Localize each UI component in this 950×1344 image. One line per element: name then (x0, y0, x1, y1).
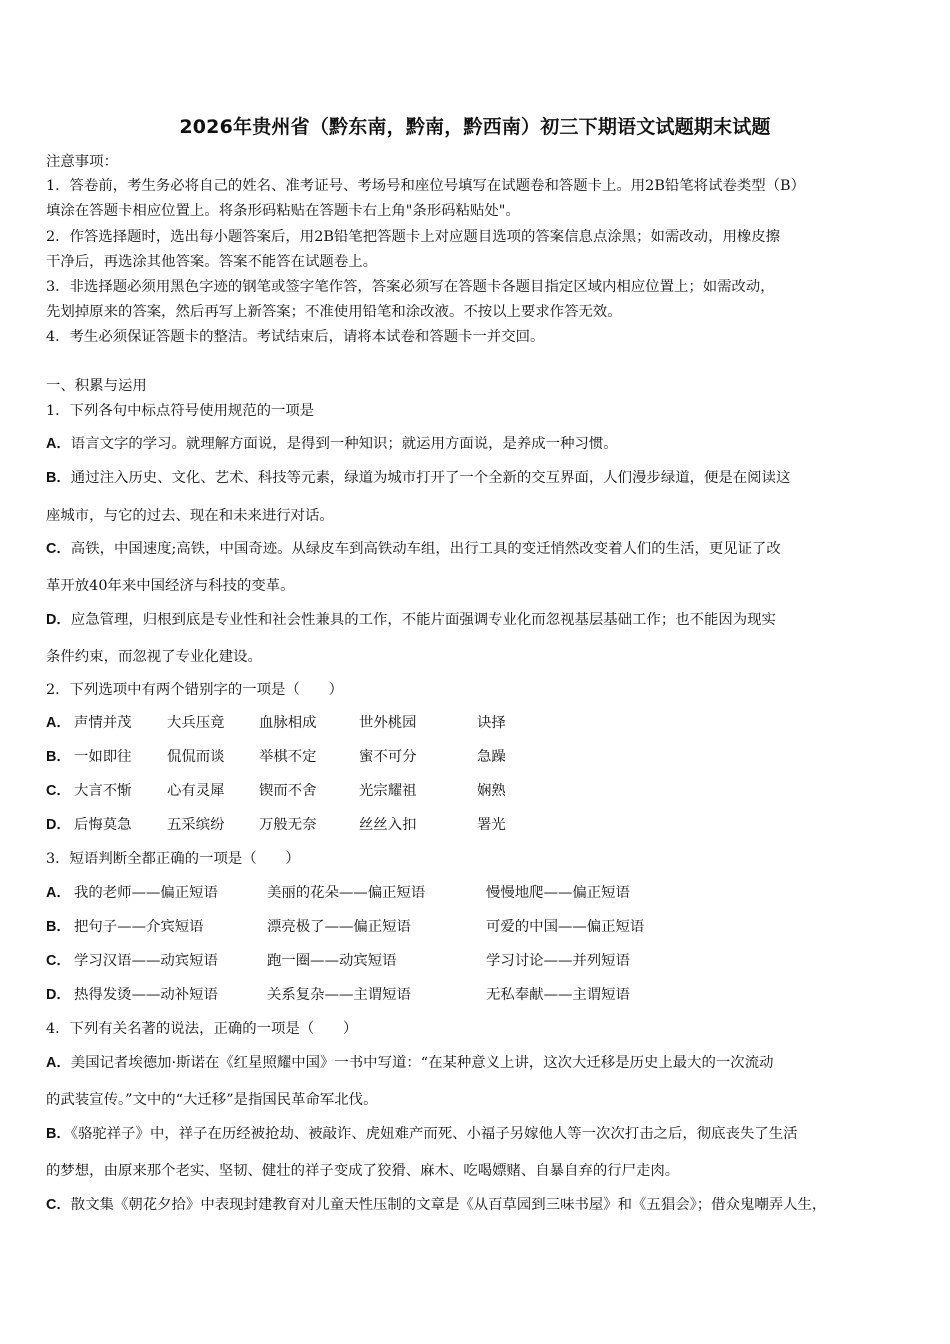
word-cell: 大言不惭 (74, 783, 132, 799)
word-cell: 丝丝入扣 (359, 817, 417, 833)
option-text: 散文集《朝花夕拾》中表现封建教育对儿童天性压制的文章是《从百草园到三味书屋》和《五猖会》；借众鬼嘲弄人生， (70, 1197, 827, 1213)
notice-line: 4．考生必须保证答题卡的整洁。考试结束后，请将本试卷和答题卡一并交回。 (46, 329, 545, 345)
word-cell: 声情并茂 (74, 715, 132, 731)
option-letter: B． (46, 749, 71, 765)
q4-option-b (46, 1125, 798, 1143)
option-text: 美国记者埃德加·斯诺在《红星照耀中国》一书中写道：“在某种意义上讲，这次大迁移是历史上最大的一次流动 (70, 1055, 774, 1071)
option-letter: C． (46, 953, 71, 969)
word-cell: 光宗耀祖 (359, 783, 417, 799)
option-text: 高铁，中国速度;高铁，中国奇迹。从绿皮车到高铁动车组，出行工具的变迁悄然改变着人们的生活，更见证了改 (70, 541, 781, 557)
word-cell: 血脉相成 (259, 715, 317, 731)
phrase-cell: 我的老师——偏正短语 (74, 885, 218, 901)
option-letter: C． (46, 541, 71, 557)
q1-option-d-cont: 条件约束，而忽视了专业化建设。 (46, 649, 262, 665)
word-cell: 诀择 (477, 715, 506, 731)
option-letter: D． (46, 987, 71, 1003)
option-letter: B． (46, 919, 71, 935)
phrase-cell: 把句子——介宾短语 (74, 919, 204, 935)
phrase-cell: 无私奉献——主谓短语 (486, 987, 630, 1003)
word-cell: 娴熟 (477, 783, 506, 799)
option-text: 语言文字的学习。就理解方面说，是得到一种知识；就运用方面说，是养成一种习惯。 (70, 436, 618, 452)
question-4-stem: 4．下列有关名著的说法，正确的一项是（ ） (46, 1021, 358, 1037)
phrase-cell: 美丽的花朵——偏正短语 (267, 885, 426, 901)
option-text: 应急管理，归根到底是专业性和社会性兼具的工作，不能片面强调专业化而忽视基层基础工作；也不能因为现实 (70, 612, 776, 628)
q1-option-b (46, 469, 790, 487)
notice-line: 干净后，再选涂其他答案。答案不能答在试题卷上。 (46, 254, 377, 270)
word-cell: 万般无奈 (259, 817, 317, 833)
option-letter: A． (46, 436, 71, 452)
notice-line: 先划掉原来的答案，然后再写上新答案；不准使用铅笔和涂改液。不按以上要求作答无效。 (46, 304, 622, 320)
section-heading: 一、积累与运用 (46, 378, 147, 394)
option-letter: D． (46, 817, 71, 833)
phrase-cell: 热得发烫——动补短语 (74, 987, 218, 1003)
word-cell: 大兵压竟 (167, 715, 225, 731)
notice-line: 2．作答选择题时，选出每小题答案后，用2B铅笔把答题卡上对应题目选项的答案信息点涂黑；如需改动，用橡皮擦 (46, 229, 781, 245)
option-letter: A． (46, 1055, 71, 1071)
phrase-cell: 关系复杂——主谓短语 (267, 987, 411, 1003)
word-cell: 五采缤纷 (167, 817, 225, 833)
word-cell: 蜜不可分 (359, 749, 417, 765)
word-cell: 锲而不舍 (259, 783, 317, 799)
phrase-cell: 跑一圈——动宾短语 (267, 953, 397, 969)
q1-option-c-cont: 革开放40年来中国经济与科技的变革。 (46, 578, 295, 594)
q4-option-a-cont: 的武装宣传。”文中的“大迁移”是指国民革命军北伐。 (46, 1092, 378, 1108)
word-cell: 举棋不定 (259, 749, 317, 765)
phrase-cell: 可爱的中国——偏正短语 (486, 919, 645, 935)
option-text: 通过注入历史、文化、艺术、科技等元素，绿道为城市打开了一个全新的交互界面，人们漫步绿道，便是在阅读这 (70, 470, 791, 486)
q4-option-a (46, 1054, 773, 1072)
option-letter: A． (46, 885, 71, 901)
q1-option-c (46, 540, 781, 558)
option-letter: A． (46, 715, 71, 731)
notice-heading: 注意事项： (46, 154, 118, 170)
word-cell: 一如即往 (74, 749, 132, 765)
word-cell: 后悔莫急 (74, 817, 132, 833)
q1-option-d (46, 611, 776, 629)
question-2-stem: 2．下列选项中有两个错别字的一项是（ ） (46, 682, 343, 698)
word-cell: 署光 (477, 817, 506, 833)
phrase-cell: 慢慢地爬——偏正短语 (486, 885, 630, 901)
q4-option-c (46, 1196, 826, 1214)
word-cell: 侃侃而谈 (167, 749, 225, 765)
question-3-stem: 3．短语判断全都正确的一项是（ ） (46, 851, 300, 867)
notice-line: 填涂在答题卡相应位置上。将条形码粘贴在答题卡右上角"条形码粘贴处"。 (46, 203, 520, 219)
option-letter: D． (46, 612, 71, 628)
option-letter: C． (46, 783, 71, 799)
option-letter: B． (46, 470, 71, 486)
phrase-cell: 学习讨论——并列短语 (486, 953, 630, 969)
word-cell: 心有灵犀 (167, 783, 225, 799)
option-text: 《骆驼祥子》中，祥子在历经被抢劫、被敲诈、虎妞难产而死、小福子另嫁他人等一次次打击之后，彻底丧失了生活 (70, 1126, 798, 1142)
q4-option-b-cont: 的梦想，由原来那个老实、坚韧、健壮的祥子变成了狡猾、麻木、吃喝嫖赌、自暴自弃的行尸走肉。 (46, 1163, 680, 1179)
option-letter: C． (46, 1197, 71, 1213)
notice-line: 1．答卷前，考生务必将自己的姓名、准考证号、考场号和座位号填写在试题卷和答题卡上。用2B铅笔将试卷类型（B） (46, 178, 805, 194)
notice-line: 3．非选择题必须用黑色字迹的钢笔或签字笔作答，答案必须写在答题卡各题目指定区域内相应位置上；如需改动， (46, 279, 775, 295)
q1-option-a (46, 435, 618, 453)
q1-option-b-cont: 座城市，与它的过去、现在和未来进行对话。 (46, 508, 334, 524)
option-letter: B． (46, 1126, 71, 1142)
phrase-cell: 漂亮极了——偏正短语 (267, 919, 411, 935)
phrase-cell: 学习汉语——动宾短语 (74, 953, 218, 969)
question-1-stem: 1．下列各句中标点符号使用规范的一项是 (46, 403, 315, 419)
word-cell: 世外桃园 (359, 715, 417, 731)
page-title: 2026年贵州省（黔东南，黔南，黔西南）初三下期语文试题期末试题 (179, 116, 771, 138)
word-cell: 急躁 (477, 749, 506, 765)
